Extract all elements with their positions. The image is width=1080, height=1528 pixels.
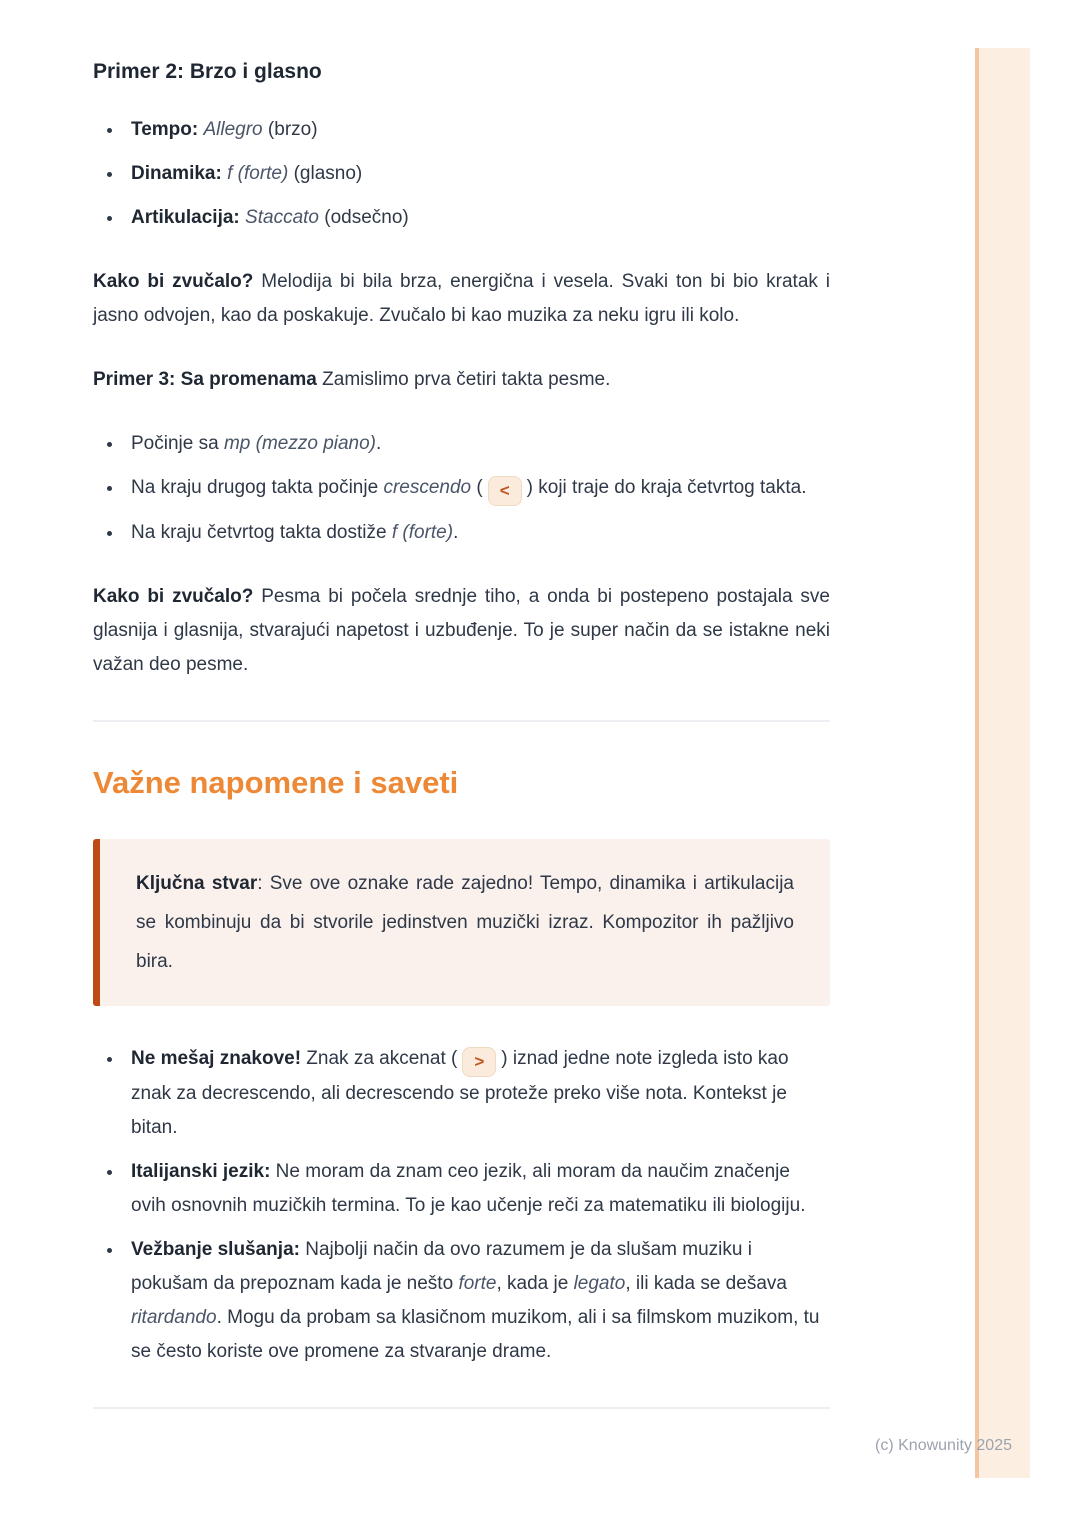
list-item-forte: • Na kraju četvrtog takta dostiže f (forte). <box>124 516 830 550</box>
callout-text: Ključna stvar: Sve ove oznake rade zajedno! Tempo, dinamika i artikulacija se kombinuju da bi stvorile jedinstven muzički izraz. Kompozitor ih pažljivo bira. <box>136 873 794 973</box>
section-divider-bottom <box>93 1407 830 1409</box>
page-edge-stripe <box>975 48 1030 1478</box>
heading-primer-3: Primer 3: Sa promenama Zamislimo prva četiri takta pesme. <box>93 369 611 391</box>
primer2-list <box>93 113 830 235</box>
list-item-italijanski-jezik: • Italijanski jezik: Ne moram da znam ceo jezik, ali moram da naučim značenje ovih osnovnih muzičkih termina. To je kao učenje reči za matematiku ili biologiju. <box>124 1155 830 1223</box>
list-item-mezzo-piano: • Počinje sa mp (mezzo piano). <box>124 427 830 461</box>
list-item-tempo: • Tempo: Allegro (brzo) <box>124 113 830 147</box>
key-point-callout <box>93 839 830 1006</box>
list-item-crescendo: • Na kraju drugog takta počinje crescendo ( < ) koji traje do kraja četvrtog takta. <box>124 471 830 506</box>
notes-list <box>93 1042 830 1369</box>
copyright-footer: (c) Knowunity 2025 <box>875 1437 1012 1454</box>
accent-symbol-badge: > <box>462 1047 496 1077</box>
list-item-dinamika: • Dinamika: f (forte) (glasno) <box>124 157 830 191</box>
note-content <box>93 58 830 1409</box>
paragraph-primer2-how-it-sounds: Kako bi zvučalo? Melodija bi bila brza, energična i vesela. Svaki ton bi bio kratak i jasno odvojen, kao da poskakuje. Zvučalo bi kao muzika za neku igru ili kolo. <box>93 271 831 327</box>
paragraph-primer3-how-it-sounds: Kako bi zvučalo? Pesma bi počela srednje tiho, a onda bi postepeno postajala sve glasnija i glasnija, stvarajući napetost i uzbuđenje. To je super način da se istakne neki važan deo pesme. <box>93 586 830 676</box>
section-divider-top <box>93 720 830 722</box>
list-item-ne-mesaj-znakove: • Ne mešaj znakove! Znak za akcenat ( > ) iznad jedne note izgleda isto kao znak za decrescendo, ali decrescendo se proteže preko više nota. Kontekst je bitan. <box>124 1042 830 1145</box>
heading-primer-2: Primer 2: Brzo i glasno <box>93 60 322 83</box>
crescendo-symbol-badge: < <box>488 476 522 506</box>
list-item-artikulacija: • Artikulacija: Staccato (odsečno) <box>124 201 830 235</box>
heading-vazne-napomene: Važne napomene i saveti <box>93 765 459 801</box>
list-item-vezbanje-slusanja: • Vežbanje slušanja: Najbolji način da ovo razumem je da slušam muziku i pokušam da prepoznam kada je nešto forte, kada je legato, ili kada se dešava ritardando. Mogu da probam sa klasičnom muzikom, ali i sa filmskom muzikom, tu se često koriste ove promene za stvaranje drame. <box>124 1233 830 1369</box>
primer3-list <box>93 427 830 550</box>
